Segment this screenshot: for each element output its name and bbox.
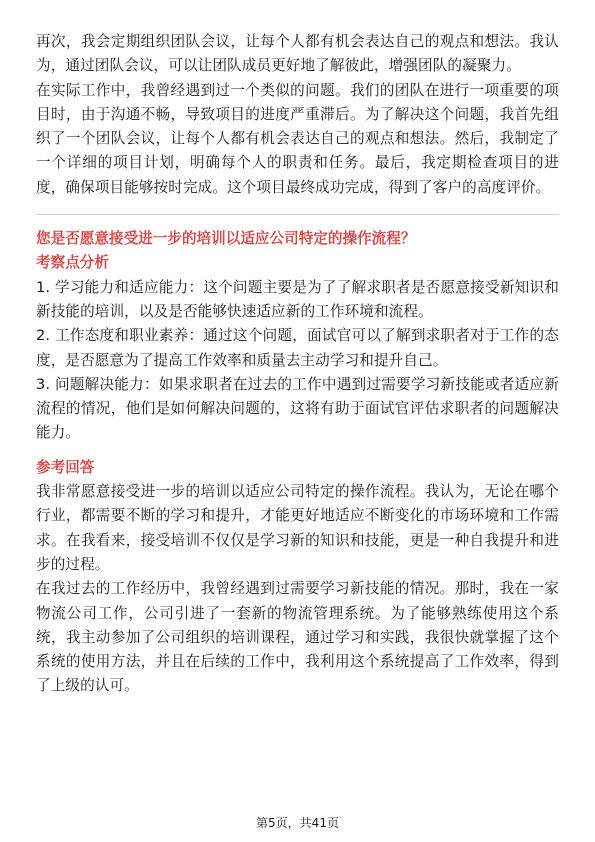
analysis-title: 考察点分析: [36, 254, 109, 272]
answer-title: 参考回答: [36, 458, 95, 476]
section-divider: [36, 214, 559, 215]
intro-paragraph-1: 再次，我会定期组织团队会议，让每个人都有机会表达自己的观点和想法。我认为，通过团队会议，可以让团队成员更好地了解彼此，增强团队的凝聚力。: [36, 33, 559, 75]
section-spacer: [36, 446, 559, 456]
analysis-item-1: 1. 学习能力和适应能力：这个问题主要是为了了解求职者是否愿意接受新知识和新技能的培训，以及是否能够快速适应新的工作环境和流程。: [36, 278, 559, 320]
answer-paragraph-1: 我非常愿意接受进一步的培训以适应公司特定的操作流程。我认为，无论在哪个行业，都需要不断的学习和提升，才能更好地适应不断变化的市场环境和工作需求。在我看来，接受培训不仅仅是学习新的知识和技能，更是一种自我提升和进步的过程。: [36, 483, 559, 573]
analysis-item-2: 2. 工作态度和职业素养：通过这个问题，面试官可以了解到求职者对于工作的态度，是否愿意为了提高工作效率和质量去主动学习和提升自己。: [36, 327, 559, 369]
page-number: 第5页，共41页: [256, 816, 339, 830]
answer-paragraph-2: 在我过去的工作经历中，我曾经遇到过需要学习新技能的情况。那时，我在一家物流公司工作，公司引进了一套新的物流管理系统。为了能够熟练使用这个系统，我主动参加了公司组织的培训课程，通过学习和实践，我很快就掌握了这个系统的使用方法，并且在后续的工作中，我利用这个系统提高了工作效率，得到了上级的认可。: [36, 580, 559, 695]
analysis-item-3: 3. 问题解决能力：如果求职者在过去的工作中遇到过需要学习新技能或者适应新流程的情况，他们是如何解决问题的，这将有助于面试官评估求职者的问题解决能力。: [36, 375, 559, 442]
document-page: [36, 30, 559, 699]
question-heading: 您是否愿意接受进一步的培训以适应公司特定的操作流程？: [36, 230, 416, 248]
intro-paragraph-2: 在实际工作中，我曾经遇到过一个类似的问题。我们的团队在进行一项重要的项目时，由于沟通不畅，导致项目的进度严重滞后。为了解决这个问题，我首先组织了一个团队会议，让每个人都有机会表达自己的观点和想法。然后，我制定了一个详细的项目计划，明确每个人的职责和任务。最后，我定期检查项目的进度，确保项目能够按时完成。这个项目最终成功完成，得到了客户的高度评价。: [36, 81, 559, 196]
